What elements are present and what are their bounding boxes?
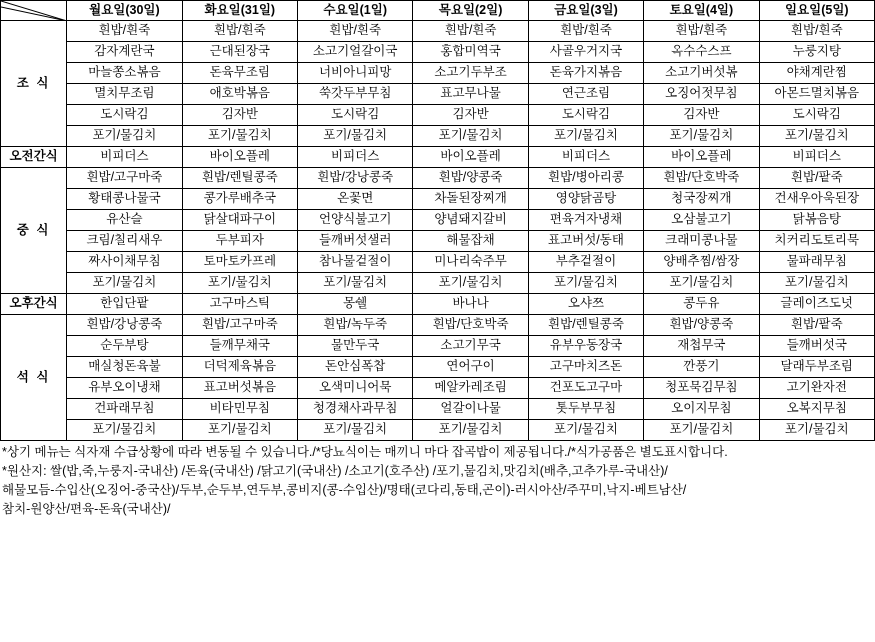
menu-cell: 포기/물김치 <box>759 273 874 294</box>
meal-row <box>1 21 875 42</box>
menu-cell: 흰밥/흰죽 <box>644 21 759 42</box>
meal-row <box>1 84 875 105</box>
menu-cell: 재첩무국 <box>644 336 759 357</box>
table-header-row <box>1 1 875 21</box>
menu-cell: 포기/물김치 <box>528 126 643 147</box>
menu-cell: 흰밥/렌틸콩죽 <box>528 315 643 336</box>
menu-cell: 돈안심폭찹 <box>298 357 413 378</box>
menu-cell: 흰밥/병아리콩 <box>528 168 643 189</box>
meal-row <box>1 210 875 231</box>
menu-cell: 돈육무조림 <box>182 63 297 84</box>
menu-cell: 깐풍기 <box>644 357 759 378</box>
menu-cell: 포기/물김치 <box>644 126 759 147</box>
menu-cell: 표고버섯/동태 <box>528 231 643 252</box>
menu-cell: 참나물겉절이 <box>298 252 413 273</box>
menu-cell: 애호박볶음 <box>182 84 297 105</box>
menu-cell: 김자반 <box>413 105 528 126</box>
menu-cell: 도시락김 <box>298 105 413 126</box>
note-line: *원산지: 쌀(밥,죽,누룽지-국내산) /돈육(국내산) /닭고기(국내산) /소고기(호주산) /포기,물김치,맛김치(배추,고추가루-국내산)/ <box>2 464 668 478</box>
menu-cell: 흰밥/녹두죽 <box>298 315 413 336</box>
menu-cell: 콩가루배추국 <box>182 189 297 210</box>
menu-cell: 달래두부조림 <box>759 357 874 378</box>
meal-row <box>1 63 875 84</box>
menu-cell: 바이오플레 <box>413 147 528 168</box>
menu-cell: 야채계란찜 <box>759 63 874 84</box>
menu-cell: 포기/물김치 <box>67 420 182 441</box>
menu-cell: 비피더스 <box>67 147 182 168</box>
menu-cell: 소고기두부조 <box>413 63 528 84</box>
menu-cell: 누룽지탕 <box>759 42 874 63</box>
menu-cell: 너비아니피망 <box>298 63 413 84</box>
meal-row <box>1 399 875 420</box>
menu-cell: 건파래무침 <box>67 399 182 420</box>
menu-cell: 포기/물김치 <box>182 126 297 147</box>
menu-cell: 고기완자전 <box>759 378 874 399</box>
day-header-1: 월요일(30일) <box>67 1 182 21</box>
menu-cell: 들깨무채국 <box>182 336 297 357</box>
menu-cell: 흰밥/단호박죽 <box>413 315 528 336</box>
menu-cell: 톳두부무침 <box>528 399 643 420</box>
menu-cell: 포기/물김치 <box>528 273 643 294</box>
menu-cell: 포기/물김치 <box>413 420 528 441</box>
menu-cell: 영양닭곰탕 <box>528 189 643 210</box>
menu-cell: 매실청돈육불 <box>67 357 182 378</box>
menu-cell: 흰밥/흰죽 <box>413 21 528 42</box>
menu-cell: 오삼불고기 <box>644 210 759 231</box>
menu-cell: 부추겉절이 <box>528 252 643 273</box>
menu-cell: 바나나 <box>413 294 528 315</box>
menu-cell: 들깨버섯국 <box>759 336 874 357</box>
menu-cell: 비피더스 <box>528 147 643 168</box>
day-header-5: 금요일(3일) <box>528 1 643 21</box>
menu-cell: 고구마치즈돈 <box>528 357 643 378</box>
menu-cell: 바이오플레 <box>644 147 759 168</box>
day-header-7: 일요일(5일) <box>759 1 874 21</box>
meal-row <box>1 378 875 399</box>
menu-cell: 연근조림 <box>528 84 643 105</box>
meal-row <box>1 168 875 189</box>
menu-cell: 치커리도토리묵 <box>759 231 874 252</box>
meal-row <box>1 273 875 294</box>
menu-cell: 물만두국 <box>298 336 413 357</box>
menu-cell: 한입단팥 <box>67 294 182 315</box>
meal-row <box>1 315 875 336</box>
menu-cell: 포기/물김치 <box>644 420 759 441</box>
menu-cell: 흰밥/고구마죽 <box>182 315 297 336</box>
menu-cell: 포기/물김치 <box>67 273 182 294</box>
menu-cell: 얼갈이나물 <box>413 399 528 420</box>
menu-cell: 포기/물김치 <box>759 420 874 441</box>
menu-cell: 흰밥/흰죽 <box>528 21 643 42</box>
day-header-6: 토요일(4일) <box>644 1 759 21</box>
menu-cell: 미나리숙주무 <box>413 252 528 273</box>
menu-cell: 홍합미역국 <box>413 42 528 63</box>
menu-cell: 오샤쯔 <box>528 294 643 315</box>
row-label: 조 식 <box>1 21 67 147</box>
menu-cell: 양념돼지갈비 <box>413 210 528 231</box>
menu-cell: 쑥갓두부무침 <box>298 84 413 105</box>
menu-cell: 오징어젓무침 <box>644 84 759 105</box>
menu-cell: 흰밥/강낭콩죽 <box>67 315 182 336</box>
menu-cell: 흰밥/양콩죽 <box>413 168 528 189</box>
menu-cell: 김자반 <box>644 105 759 126</box>
day-header-3: 수요일(1일) <box>298 1 413 21</box>
menu-cell: 표고무나물 <box>413 84 528 105</box>
menu-cell: 흰밥/흰죽 <box>182 21 297 42</box>
note-line: 참치-원양산/편육-돈육(국내산)/ <box>2 502 171 516</box>
menu-cell: 도시락김 <box>67 105 182 126</box>
menu-cell: 바이오플레 <box>182 147 297 168</box>
menu-cell: 포기/물김치 <box>67 126 182 147</box>
menu-cell: 짜사이채무침 <box>67 252 182 273</box>
day-header-2: 화요일(31일) <box>182 1 297 21</box>
menu-cell: 포기/물김치 <box>528 420 643 441</box>
menu-cell: 흰밥/강낭콩죽 <box>298 168 413 189</box>
menu-cell: 유부오이냉채 <box>67 378 182 399</box>
menu-cell: 양배추찜/쌈장 <box>644 252 759 273</box>
menu-cell: 비피더스 <box>298 147 413 168</box>
menu-cell: 흰밥/팥죽 <box>759 168 874 189</box>
meal-row <box>1 105 875 126</box>
menu-cell: 감자계란국 <box>67 42 182 63</box>
menu-cell: 콩두유 <box>644 294 759 315</box>
menu-cell: 흰밥/흰죽 <box>298 21 413 42</box>
menu-cell: 몽쉘 <box>298 294 413 315</box>
menu-cell: 차돌된장찌개 <box>413 189 528 210</box>
menu-cell: 멸치무조림 <box>67 84 182 105</box>
menu-cell: 비피더스 <box>759 147 874 168</box>
menu-cell: 흰밥/흰죽 <box>759 21 874 42</box>
menu-cell: 소고기얼갈이국 <box>298 42 413 63</box>
notes-block <box>0 443 875 519</box>
menu-cell: 도시락김 <box>528 105 643 126</box>
meal-row <box>1 126 875 147</box>
menu-cell: 토마토카프레 <box>182 252 297 273</box>
menu-cell: 온꽃면 <box>298 189 413 210</box>
menu-cell: 흰밥/팥죽 <box>759 315 874 336</box>
diagonal-divider-icon <box>1 1 67 21</box>
menu-cell: 닭볶음탕 <box>759 210 874 231</box>
menu-cell: 닭살대파구이 <box>182 210 297 231</box>
menu-cell: 청포묵김무침 <box>644 378 759 399</box>
menu-cell: 청경채사과무침 <box>298 399 413 420</box>
menu-cell: 두부피자 <box>182 231 297 252</box>
menu-cell: 흰밥/렌틸콩죽 <box>182 168 297 189</box>
menu-cell: 흰밥/흰죽 <box>67 21 182 42</box>
meal-row <box>1 231 875 252</box>
note-line: 해물모듬-수입산(오징어-중국산)/두부,순두부,연두부,콩비지(콩-수입산)/명태(코다리,동태,곤이)-러시아산/주꾸미,낙지-베트남산/ <box>2 483 687 497</box>
menu-cell: 크림/칠리새우 <box>67 231 182 252</box>
menu-cell: 더덕제육볶음 <box>182 357 297 378</box>
meal-row <box>1 189 875 210</box>
menu-cell: 옥수수스프 <box>644 42 759 63</box>
menu-cell: 크래미콩나물 <box>644 231 759 252</box>
menu-cell: 편육겨자냉채 <box>528 210 643 231</box>
menu-cell: 순두부탕 <box>67 336 182 357</box>
menu-cell: 건포도고구마 <box>528 378 643 399</box>
menu-cell: 고구마스틱 <box>182 294 297 315</box>
menu-cell: 포기/물김치 <box>298 273 413 294</box>
date-range-cell <box>1 1 67 21</box>
menu-cell: 물파래무침 <box>759 252 874 273</box>
menu-cell: 마늘쫑소볶음 <box>67 63 182 84</box>
snack-row <box>1 147 875 168</box>
menu-cell: 들깨버섯샐러 <box>298 231 413 252</box>
meal-row <box>1 336 875 357</box>
row-label: 중 식 <box>1 168 67 294</box>
menu-cell: 포기/물김치 <box>298 420 413 441</box>
menu-cell: 비타민무침 <box>182 399 297 420</box>
menu-cell: 유부우동장국 <box>528 336 643 357</box>
menu-cell: 소고기무국 <box>413 336 528 357</box>
row-label: 석 식 <box>1 315 67 441</box>
menu-cell: 오이지무침 <box>644 399 759 420</box>
menu-cell: 표고버섯볶음 <box>182 378 297 399</box>
menu-cell: 언양식불고기 <box>298 210 413 231</box>
snack-row <box>1 294 875 315</box>
menu-cell: 김자반 <box>182 105 297 126</box>
menu-cell: 연어구이 <box>413 357 528 378</box>
menu-cell: 해물잡채 <box>413 231 528 252</box>
menu-cell: 포기/물김치 <box>413 273 528 294</box>
menu-cell: 돈육가지볶음 <box>528 63 643 84</box>
menu-cell: 아몬드멸치볶음 <box>759 84 874 105</box>
menu-cell: 흰밥/고구마죽 <box>67 168 182 189</box>
row-label: 오전간식 <box>1 147 67 168</box>
menu-cell: 포기/물김치 <box>182 420 297 441</box>
menu-cell: 오복지무침 <box>759 399 874 420</box>
menu-cell: 포기/물김치 <box>413 126 528 147</box>
meal-row <box>1 42 875 63</box>
menu-cell: 건새우아욱된장 <box>759 189 874 210</box>
menu-cell: 청국장찌개 <box>644 189 759 210</box>
meal-row <box>1 357 875 378</box>
note-line: *상기 메뉴는 식자재 수급상황에 따라 변동될 수 있습니다./*당뇨식이는 매끼니 마다 잡곡밥이 제공됩니다./*식가공품은 별도표시합니다. <box>2 445 728 459</box>
menu-cell: 흰밥/양콩죽 <box>644 315 759 336</box>
row-label: 오후간식 <box>1 294 67 315</box>
meal-row <box>1 252 875 273</box>
menu-cell: 포기/물김치 <box>182 273 297 294</box>
menu-cell: 포기/물김치 <box>644 273 759 294</box>
meal-row <box>1 420 875 441</box>
menu-cell: 도시락김 <box>759 105 874 126</box>
menu-cell: 근대된장국 <box>182 42 297 63</box>
menu-cell: 흰밥/단호박죽 <box>644 168 759 189</box>
menu-cell: 유산슬 <box>67 210 182 231</box>
menu-cell: 포기/물김치 <box>298 126 413 147</box>
menu-cell: 글레이즈도넛 <box>759 294 874 315</box>
day-header-4: 목요일(2일) <box>413 1 528 21</box>
menu-cell: 황태콩나물국 <box>67 189 182 210</box>
menu-cell: 포기/물김치 <box>759 126 874 147</box>
menu-cell: 오색미니어묵 <box>298 378 413 399</box>
menu-cell: 메알카레조림 <box>413 378 528 399</box>
menu-cell: 사골우거지국 <box>528 42 643 63</box>
menu-cell: 소고기버섯볶 <box>644 63 759 84</box>
